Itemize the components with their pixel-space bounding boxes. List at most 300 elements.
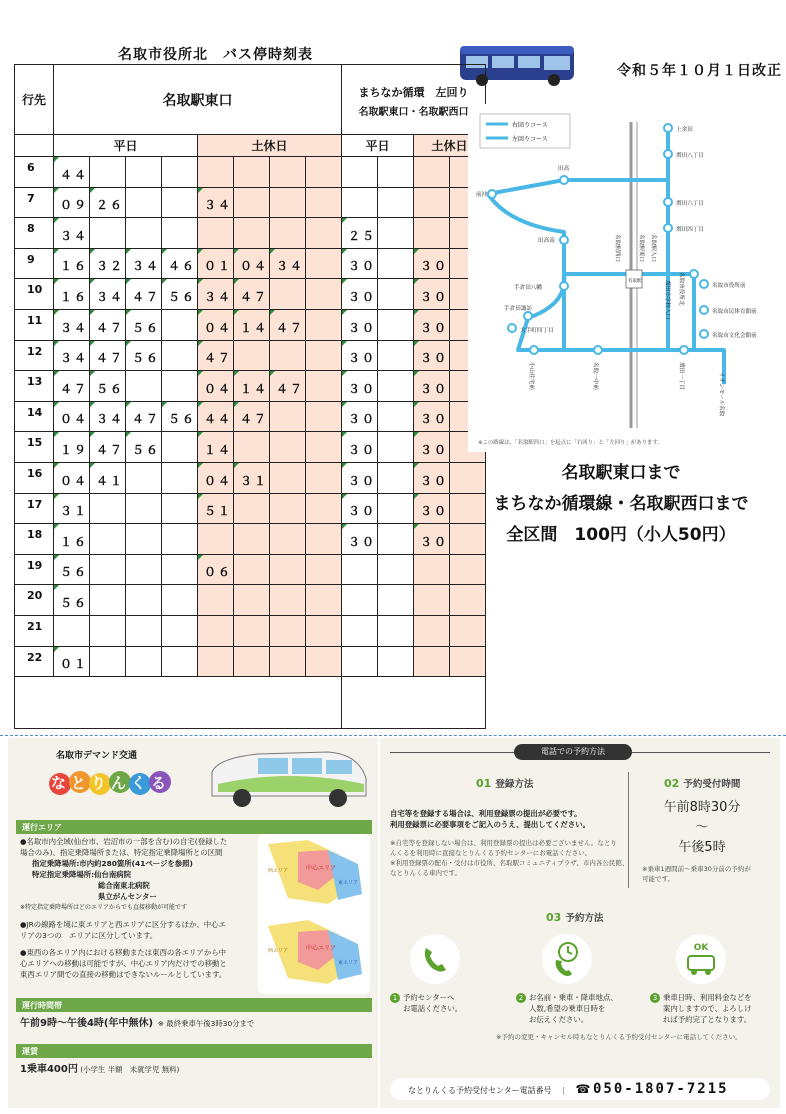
empty-cell [306, 248, 342, 279]
hour-cell: 21 [15, 615, 54, 646]
departure-minute: ３０ [414, 309, 450, 340]
empty-cell [270, 646, 306, 677]
departure-minute: ３０ [414, 401, 450, 432]
hour-cell: 11 [15, 309, 54, 340]
empty-cell [162, 309, 198, 340]
empty-cell [306, 187, 342, 218]
departure-minute: ３０ [342, 309, 378, 340]
empty-cell [378, 187, 414, 218]
svg-text:名取駅入口: 名取駅入口 [650, 234, 656, 262]
departure-minute: １９ [54, 432, 90, 463]
departure-minute: ３１ [234, 462, 270, 493]
timetable-title: 名取市役所北 バス停時刻表 [118, 47, 313, 63]
empty-cell [162, 615, 198, 646]
hour-cell: 10 [15, 279, 54, 310]
empty-cell [234, 187, 270, 218]
empty-cell [162, 218, 198, 249]
holiday-header-2: 土休日 [414, 135, 486, 157]
empty-cell [198, 585, 234, 616]
hour-cell: 16 [15, 462, 54, 493]
empty-cell [126, 187, 162, 218]
timetable-row [15, 462, 486, 493]
empty-cell [306, 371, 342, 402]
empty-cell [162, 157, 198, 188]
empty-cell [342, 646, 378, 677]
departure-minute: ４７ [270, 309, 306, 340]
empty-cell [126, 157, 162, 188]
step2-header: 02 予約受付時間 [664, 777, 741, 790]
departure-minute: ４７ [126, 401, 162, 432]
empty-cell [378, 462, 414, 493]
departure-minute: １４ [234, 309, 270, 340]
departure-minute: １６ [54, 524, 90, 555]
empty-cell [270, 432, 306, 463]
departure-minute: ３０ [414, 248, 450, 279]
empty-cell [90, 554, 126, 585]
empty-cell [450, 615, 486, 646]
route1-header: 名取駅東口 [54, 65, 342, 135]
telephone-icon: ☎ [575, 1082, 591, 1096]
empty-cell [306, 157, 342, 188]
departure-minute: ２５ [342, 218, 378, 249]
empty-cell [90, 218, 126, 249]
timetable-row [15, 585, 486, 616]
empty-cell [162, 462, 198, 493]
departure-minute: ２６ [90, 187, 126, 218]
departure-minute: ３４ [198, 279, 234, 310]
departure-minute: ３４ [54, 340, 90, 371]
svg-text:前沖: 前沖 [476, 192, 488, 198]
hour-cell: 17 [15, 493, 54, 524]
empty-cell [306, 218, 342, 249]
departure-minute: １４ [198, 432, 234, 463]
departure-minute: ４７ [90, 340, 126, 371]
svg-text:大手町四丁目: 大手町四丁目 [520, 328, 554, 334]
svg-text:上余田: 上余田 [676, 127, 693, 133]
empty-cell [378, 585, 414, 616]
svg-text:増田八丁目: 増田八丁目 [676, 153, 704, 159]
empty-cell [270, 187, 306, 218]
timetable-row [15, 371, 486, 402]
svg-text:名取市文化会館前: 名取市文化会館前 [712, 333, 757, 339]
departure-minute: ３０ [414, 493, 450, 524]
timetable-row [15, 524, 486, 555]
empty-cell [306, 340, 342, 371]
departure-minute: ３０ [342, 279, 378, 310]
empty-cell [306, 401, 342, 432]
hour-cell: 22 [15, 646, 54, 677]
empty-cell [378, 524, 414, 555]
demand-fare-text: 1乗車400円 (小学生 半額 未就学児 無料) [20, 1064, 180, 1075]
departure-minute: ０９ [54, 187, 90, 218]
empty-cell [162, 524, 198, 555]
route2-header: まちなか循環 左回り 名取駅東口・名取駅西口 [342, 65, 486, 135]
hours-title: 運行時間帯 [16, 998, 372, 1012]
empty-cell [234, 493, 270, 524]
revised-date: 令和５年１０月１日改正 [617, 63, 782, 79]
departure-minute: ３０ [342, 462, 378, 493]
hour-cell: 13 [15, 371, 54, 402]
empty-cell [378, 615, 414, 646]
empty-cell [126, 585, 162, 616]
empty-cell [234, 340, 270, 371]
hour-cell: 7 [15, 187, 54, 218]
departure-minute: ０４ [54, 462, 90, 493]
departure-minute: ５１ [198, 493, 234, 524]
departure-minute: ３０ [342, 432, 378, 463]
timetable-row [15, 187, 486, 218]
departure-minute: ０４ [234, 248, 270, 279]
empty-cell [198, 615, 234, 646]
empty-cell [378, 371, 414, 402]
hour-cell: 20 [15, 585, 54, 616]
hour-cell: 15 [15, 432, 54, 463]
legend-left: 左回りコース [512, 136, 548, 143]
svg-text:増田六丁目: 増田六丁目 [676, 201, 704, 207]
departure-minute: ０４ [198, 371, 234, 402]
empty-cell [306, 524, 342, 555]
empty-cell [270, 615, 306, 646]
departure-minute: ３０ [342, 493, 378, 524]
holiday-header: 土休日 [198, 135, 342, 157]
departure-minute: ３０ [342, 340, 378, 371]
empty-cell [90, 493, 126, 524]
weekday-header-2: 平日 [342, 135, 414, 157]
empty-cell [234, 554, 270, 585]
hour-cell: 8 [15, 218, 54, 249]
empty-cell [126, 646, 162, 677]
hour-cell: 19 [15, 554, 54, 585]
departure-minute: ４７ [198, 340, 234, 371]
svg-text:名取駅: 名取駅 [628, 279, 642, 284]
route-map [468, 104, 786, 452]
departure-minute: １６ [54, 248, 90, 279]
phone-icon [410, 934, 460, 984]
empty-cell [198, 157, 234, 188]
timetable-row [15, 218, 486, 249]
empty-cell [126, 493, 162, 524]
timetable-row [15, 157, 486, 188]
svg-text:西エリア: 西エリア [268, 948, 289, 954]
svg-text:OK: OK [693, 943, 709, 953]
empty-cell [234, 646, 270, 677]
timetable-row [15, 279, 486, 310]
svg-text:名取市民体育館前: 名取市民体育館前 [712, 309, 757, 315]
departure-minute: ３４ [54, 309, 90, 340]
svg-text:手倉田八幡: 手倉田八幡 [514, 285, 542, 291]
empty-cell [126, 371, 162, 402]
empty-cell [306, 432, 342, 463]
empty-cell [342, 554, 378, 585]
phone-number[interactable]: 050-1807-7215 [592, 1081, 729, 1097]
departure-minute: ０４ [54, 401, 90, 432]
empty-cell [306, 462, 342, 493]
empty-cell [126, 218, 162, 249]
ok-car-icon [676, 934, 726, 984]
departure-minute: ０４ [198, 462, 234, 493]
empty-cell [270, 554, 306, 585]
departure-minute: ０４ [198, 309, 234, 340]
reservation-panel [380, 738, 780, 1108]
departure-minute: ０１ [198, 248, 234, 279]
empty-cell [306, 585, 342, 616]
empty-cell [270, 524, 306, 555]
fare-line1: 名取駅東口まで [561, 463, 681, 483]
empty-cell [198, 524, 234, 555]
natorinkuru-logo [48, 760, 174, 804]
svg-text:中心エリア: 中心エリア [306, 865, 337, 872]
hour-cell: 18 [15, 524, 54, 555]
empty-cell [270, 279, 306, 310]
empty-cell [306, 554, 342, 585]
empty-cell [90, 585, 126, 616]
svg-text:名取市役所北: 名取市役所北 [678, 272, 684, 306]
departure-minute: ４７ [90, 432, 126, 463]
departure-minute: ４４ [198, 401, 234, 432]
divider [0, 735, 786, 736]
departure-minute: ５６ [54, 585, 90, 616]
departure-minute: ４７ [234, 401, 270, 432]
timetable-row [15, 554, 486, 585]
departure-minute: ５６ [54, 554, 90, 585]
fare-line2: まちなか循環線・名取駅西口まで [493, 494, 749, 514]
empty-cell [378, 248, 414, 279]
svg-text:田高: 田高 [558, 166, 570, 172]
departure-minute: ３０ [414, 524, 450, 555]
van-image [198, 738, 378, 818]
empty-cell [414, 646, 450, 677]
empty-cell [342, 615, 378, 646]
empty-cell [198, 218, 234, 249]
departure-minute: ５６ [126, 340, 162, 371]
departure-minute: ３０ [414, 340, 450, 371]
weekday-header: 平日 [54, 135, 198, 157]
empty-cell [90, 646, 126, 677]
empty-cell [126, 615, 162, 646]
departure-minute: ３０ [342, 401, 378, 432]
empty-cell [234, 524, 270, 555]
empty-cell [306, 309, 342, 340]
departure-minute: ３４ [270, 248, 306, 279]
empty-cell [414, 187, 450, 218]
svg-text:増田小学校入口: 増田小学校入口 [664, 280, 670, 320]
dest-label: 行先 [15, 65, 54, 135]
timetable-row [15, 493, 486, 524]
departure-minute: ５６ [162, 401, 198, 432]
departure-minute: ３２ [90, 248, 126, 279]
empty-cell [342, 157, 378, 188]
empty-cell [378, 401, 414, 432]
empty-cell [162, 493, 198, 524]
departure-minute: ５６ [90, 371, 126, 402]
departure-minute: ４７ [270, 371, 306, 402]
legend-right: 右回りコース [512, 122, 548, 129]
empty-cell [126, 524, 162, 555]
svg-text:田高南: 田高南 [538, 238, 555, 244]
svg-text:増田四丁目: 増田四丁目 [676, 227, 704, 233]
empty-cell [306, 646, 342, 677]
empty-cell [378, 157, 414, 188]
step-confirm: 3 乗車日時、利用料金などを 案内しますので、よろしけ れば予約完了となります。 [650, 992, 778, 1025]
area-title: 運行エリア [16, 820, 372, 834]
empty-cell [126, 554, 162, 585]
timetable-row [15, 646, 486, 677]
step1-header: 01 登録方法 [476, 777, 534, 790]
empty-cell [126, 462, 162, 493]
empty-cell [234, 157, 270, 188]
step-call: 1 予約センターへ お電話ください。 [390, 992, 510, 1014]
svg-text:増田一丁目: 増田一丁目 [678, 362, 684, 390]
empty-cell [162, 371, 198, 402]
departure-minute: ３０ [342, 371, 378, 402]
svg-text:中心エリア: 中心エリア [306, 945, 337, 952]
departure-minute: ４７ [234, 279, 270, 310]
empty-cell [414, 218, 450, 249]
departure-minute: ３４ [90, 279, 126, 310]
empty-cell [162, 554, 198, 585]
fare-line3: 全区間 100円（小人50円） [506, 525, 736, 545]
departure-minute: ４１ [90, 462, 126, 493]
empty-cell [198, 646, 234, 677]
step-tell: 2 お名前・乗車・降車地点、 人数,希望の乗車日時を お伝えください。 [516, 992, 644, 1025]
empty-cell [342, 187, 378, 218]
departure-minute: ３１ [54, 493, 90, 524]
svg-text:小山住宅前: 小山住宅前 [528, 362, 534, 390]
departure-minute: ４７ [54, 371, 90, 402]
departure-minute: ５６ [162, 279, 198, 310]
hour-cell: 12 [15, 340, 54, 371]
phone-clock-icon [542, 934, 592, 984]
timetable-row [15, 401, 486, 432]
area-maps [258, 834, 370, 994]
empty-cell [162, 340, 198, 371]
empty-cell [414, 615, 450, 646]
fare-title: 運賃 [16, 1044, 372, 1058]
departure-minute: １４ [234, 371, 270, 402]
empty-cell [378, 279, 414, 310]
svg-text:イオンモール名取: イオンモール名取 [718, 372, 724, 417]
empty-cell [378, 493, 414, 524]
empty-cell [378, 340, 414, 371]
departure-minute: ３４ [54, 218, 90, 249]
empty-cell [378, 554, 414, 585]
empty-cell [162, 585, 198, 616]
empty-cell [270, 462, 306, 493]
timetable-row [15, 248, 486, 279]
departure-minute: ４６ [162, 248, 198, 279]
empty-cell [162, 432, 198, 463]
empty-cell [378, 309, 414, 340]
empty-cell [270, 585, 306, 616]
svg-text:西エリア: 西エリア [268, 868, 289, 874]
empty-cell [450, 646, 486, 677]
departure-minute: ３４ [90, 401, 126, 432]
reservation-title: 電話での予約方法 [514, 744, 632, 760]
departure-minute: ３０ [414, 371, 450, 402]
departure-minute: ３０ [414, 462, 450, 493]
svg-text:東エリア: 東エリア [338, 960, 359, 966]
empty-cell [234, 218, 270, 249]
departure-minute: ４４ [54, 157, 90, 188]
empty-cell [270, 218, 306, 249]
empty-cell [270, 157, 306, 188]
empty-cell [450, 585, 486, 616]
area-text: ●名取市内全域(仙台市、岩沼市の一部を含む)の自宅(登録した 場合のみ)、指定乗降場所または、特定指定乗降場所との区間 指定乗降場所:市内約280箇所(41ページを参照) 特定指定乗降場所:仙台南病院 総合南東北病院 県立がんセンター ※特定指定乗降場所はどのエリアからでも直接移動が可能です ●JRの線路を境に東エリアと西エリアに区分するほか、中心エ リアの3つの エリアに区分しています。 ●東西の各エリア内における移動または東西の各エリアから中 心エリアへの移動は可能ですが、中心エリア内だけでの移動と 東西エリア間での直接の移動はできないルールとしています。 [20, 837, 228, 979]
step1-text: 自宅等を登録する場合は、利用登録票の提出が必要です。 利用登録票に必要事項をご記入のうえ、提出してください。 [390, 809, 590, 829]
reception-hours: 午前8時30分 ～ 午後5時 [663, 800, 741, 855]
empty-cell [414, 585, 450, 616]
empty-cell [306, 279, 342, 310]
empty-cell [378, 218, 414, 249]
empty-cell [378, 432, 414, 463]
change-note: ※予約の変更・キャンセル時もなとりんくる予約受付センターに電話してください。 [496, 1033, 742, 1041]
brand-subtitle: 名取市デマンド交通 [56, 751, 138, 761]
departure-minute: ４７ [126, 279, 162, 310]
departure-minute: ５６ [126, 432, 162, 463]
departure-minute: ３０ [414, 432, 450, 463]
departure-minute: ３０ [342, 248, 378, 279]
svg-text:名取駅西口: 名取駅西口 [614, 234, 620, 262]
demand-transit-panel [8, 738, 378, 1108]
hours-text: 午前9時～午後4時(年中無休) ※ 最終乗車午後3時30分まで [20, 1018, 255, 1029]
step1-notes: ※自宅等を登録しない場合は、利用登録票の提出は必要ございません。なとり んくるを利用時に直接なとりんくる予約センターにお電話ください。 ※利用登録票の配布・受付は市役所、名取駅コミュニティプラザ、市内各公民館、 なとりんくる車内です。 [390, 839, 629, 877]
empty-cell [90, 524, 126, 555]
empty-cell [450, 554, 486, 585]
fare-info [462, 458, 780, 551]
svg-text:名取駅東口: 名取駅東口 [638, 234, 644, 262]
departure-minute: ５６ [126, 309, 162, 340]
svg-text:東エリア: 東エリア [338, 880, 359, 886]
empty-cell [234, 432, 270, 463]
hour-cell: 9 [15, 248, 54, 279]
empty-cell [270, 340, 306, 371]
hour-cell: 6 [15, 157, 54, 188]
timetable-row [15, 340, 486, 371]
empty-cell [54, 615, 90, 646]
map-note: ※この路線は、「名取駅西口」を起点に「右回り」と「左回り」があります。 [478, 440, 663, 446]
departure-minute: ３０ [414, 279, 450, 310]
timetable-row [15, 432, 486, 463]
empty-cell [162, 646, 198, 677]
empty-cell [414, 157, 450, 188]
departure-minute: ３０ [342, 524, 378, 555]
empty-cell [306, 615, 342, 646]
brand-name: なとりんくる [50, 774, 172, 792]
svg-text:手倉田諏訪: 手倉田諏訪 [504, 306, 532, 312]
empty-cell [270, 401, 306, 432]
hour-cell: 14 [15, 401, 54, 432]
empty-cell [234, 585, 270, 616]
empty-cell [234, 615, 270, 646]
svg-text:名取一中前: 名取一中前 [592, 362, 598, 390]
departure-minute: ０１ [54, 646, 90, 677]
tel-box: なとりんくる予約受付センター電話番号 | ☎ 050-1807-7215 [390, 1078, 770, 1100]
empty-cell [270, 493, 306, 524]
step3-header: 03 予約方法 [546, 911, 604, 924]
empty-cell [378, 646, 414, 677]
timetable-row [15, 615, 486, 646]
departure-minute: ３４ [198, 187, 234, 218]
departure-minute: ０６ [198, 554, 234, 585]
departure-minute: ３４ [126, 248, 162, 279]
empty-cell [414, 554, 450, 585]
departure-minute: ４７ [90, 309, 126, 340]
empty-cell [306, 493, 342, 524]
empty-cell [162, 187, 198, 218]
departure-minute: １６ [54, 279, 90, 310]
timetable-row [15, 309, 486, 340]
step2-notes: ※乗車1週間前～乗車30分前の予約が 可能です。 [642, 865, 751, 883]
